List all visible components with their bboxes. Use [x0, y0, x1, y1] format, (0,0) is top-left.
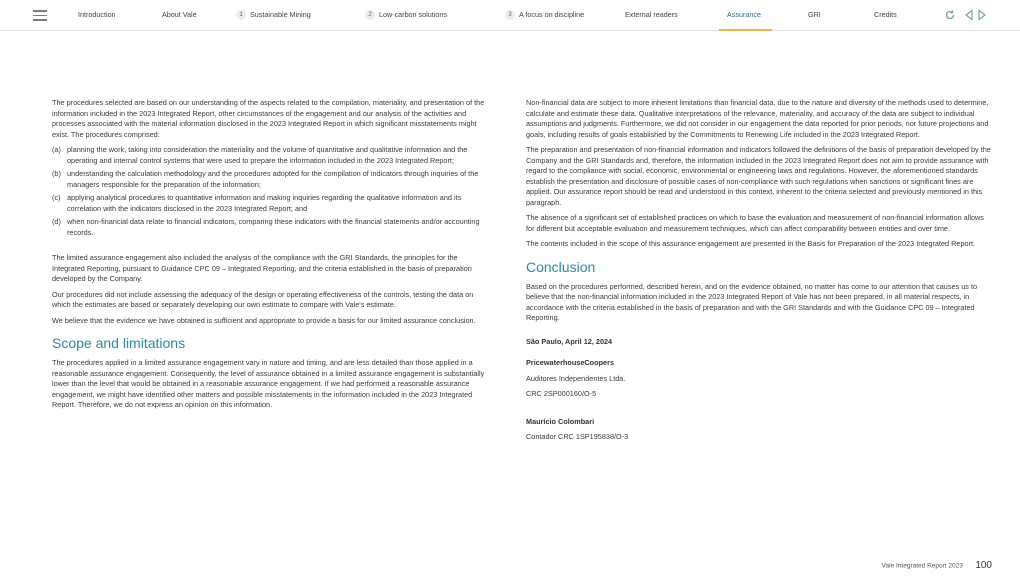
- evidence-paragraph: We believe that the evidence we have obtained is sufficient and appropriate to provide a basis for our limited assurance conclusion.: [52, 315, 476, 325]
- list-marker: (b): [52, 169, 61, 178]
- left-column: [52, 98, 488, 416]
- conclusion-paragraph: Based on the procedures performed, described herein, and on the evidence obtained, no matter has come to our attention that causes us to believe that the non-financial information included in the 2023 Integrated Report of Vale has not been prepared, in all material respects, in accordance with the criteria established in the basis of preparation and with the GRI Standards and with the Guidance CPC 09 – Integrated Reporting.: [526, 281, 978, 322]
- scope-paragraph: The procedures applied in a limited assurance engagement vary in nature and timing, and are less detailed than those applied in a reasonable assurance engagement. Consequently, the level of assurance obtained in a limited assurance engagement is substantially lower than the level that would be obtained in a reasonable assurance engagement. If we had performed a reasonable assurance engagement, we might have identified other matters and possible misstatements in the information included in the 2023 Integrated Report. Therefore, we do not express an opinion on this information.: [52, 358, 485, 409]
- list-item-text: when non-financial data relate to financial indicators, comparing these indicators with the financial statements and/or accounting records.: [67, 217, 480, 237]
- signer-name: Maurício Colombari: [526, 416, 595, 426]
- list-item: [52, 169, 488, 190]
- procedures-list: [52, 145, 488, 238]
- chapter-number-badge: 1: [236, 10, 246, 20]
- contents-paragraph: The contents included in the scope of this assurance engagement are presented in the Basis for Preparation of the 2023 Integrated Report.: [526, 239, 976, 248]
- list-item-text: applying analytical procedures to quantitative information and making inquiries regarding the qualitative information and its correlation with the indicators disclosed in the 2023 Integrated Report; and: [67, 193, 462, 213]
- scope-limitations-heading: Scope and limitations: [52, 335, 186, 351]
- right-column: [526, 98, 992, 448]
- nav-focus-on-discipline[interactable]: [505, 10, 584, 20]
- nav-assurance[interactable]: Assurance: [727, 10, 761, 19]
- nav-external-readers[interactable]: External readers: [625, 10, 678, 19]
- firm-name: PricewaterhouseCoopers: [526, 358, 614, 367]
- list-item: [52, 217, 488, 238]
- nav-about-vale[interactable]: About Vale: [162, 10, 197, 19]
- conclusion-heading: Conclusion: [526, 258, 596, 275]
- compliance-paragraph: The limited assurance engagement also included the analysis of the compliance with the GRI Standards, the principles for the Integrated Reporting, pursuant to Guidance CPC 09 – Integrated Reporting, and the criteria established in the basis of preparation developed by the Company.: [52, 253, 472, 283]
- limitations-paragraph: Non-financial data are subject to more inherent limitations than financial data, due to the nature and diversity of the methods used to determine, calculate and estimate these data. Qualitative interpretations of the relevance, materiality, and accuracy of the data are subject to individual assumptions and judgments. Furthermore, we did not consider in our engagement the data reported for prior periods, nor future projections and goals, including results of goals established by the Commitments to Renewing Life included in the 2023 Integrated Report.: [526, 98, 989, 139]
- list-item-text: understanding the calculation methodology and the procedures adopted for the compilation of indicators through inquiries of the managers responsible for the preparation of the information;: [67, 169, 479, 189]
- list-marker: (d): [52, 217, 61, 226]
- firm-crc-number: CRC 2SP000160/O-5: [526, 389, 597, 398]
- report-label: Vale Integrated Report 2023: [881, 562, 963, 570]
- chapter-number-badge: 3: [505, 10, 515, 20]
- page-footer: [882, 557, 992, 575]
- nav-low-carbon-solutions[interactable]: [365, 10, 447, 20]
- prev-page-icon[interactable]: [964, 9, 974, 21]
- nav-label: Sustainable Mining: [250, 10, 311, 19]
- firm-legal-name: Auditores Independentes Ltda.: [526, 373, 626, 383]
- nav-credits[interactable]: Credits: [874, 10, 897, 19]
- refresh-icon[interactable]: [944, 9, 956, 21]
- signature-date: São Paulo, April 12, 2024: [526, 336, 613, 346]
- active-tab-indicator: [719, 29, 772, 31]
- nav-label: A focus on discipline: [519, 10, 585, 19]
- list-item: [52, 145, 488, 166]
- nav-sustainable-mining[interactable]: [236, 10, 311, 20]
- next-page-icon[interactable]: [977, 9, 987, 21]
- chapter-number-badge: 2: [365, 10, 375, 20]
- comparability-paragraph: The absence of a significant set of established practices on which to base the evaluation and measurement of non-financial information allows for different but acceptable evaluation and measurement techniques, which can affect comparability between entities and over time.: [526, 213, 984, 233]
- page-number: 100: [975, 560, 992, 572]
- list-item: [52, 193, 488, 214]
- top-navigation: [0, 0, 1020, 31]
- list-item-text: planning the work, taking into consideration the materiality and the volume of quantitative and qualitative information and the operating and internal control systems that were used to prepare the information included in the 2023 Integrated Report;: [67, 145, 468, 165]
- nav-label: Low-carbon solutions: [379, 10, 447, 19]
- controls-paragraph: Our procedures did not include assessing the adequacy of the design or operating effectiveness of the controls, testing the data on which the estimates are based or separately developing our own estimate to compare with Vale's estimate.: [52, 289, 474, 309]
- nav-introduction[interactable]: Introduction: [78, 10, 116, 19]
- preparation-paragraph: The preparation and presentation of non-financial information and indicators followed the definitions of the basis of preparation developed by the Company and the GRI Standards and, therefore, the information included in the 2023 Integrated Report does not aim to provide assurance with regard to the compliance with social, economic, environmental or engineering laws and regulations. However, the aforementioned standards establish the presentation and disclosure of possible cases of non-compliance with such regulations when sanctions or significant fines are applied. Our assurance report should be read and understood in this context, inherent to the criteria selected and previously mentioned in this paragraph.: [526, 145, 991, 207]
- list-marker: (c): [52, 193, 61, 202]
- list-marker: (a): [52, 145, 61, 154]
- signer-crc-number: Contador CRC 1SP195838/O-3: [526, 432, 629, 441]
- menu-icon[interactable]: [33, 10, 47, 21]
- procedures-paragraph: The procedures selected are based on our understanding of the aspects related to the compilation, materiality, and presentation of the information included in the 2023 Integrated Report, other circumstances of the engagement and our analysis of the activities and processes associated with the material information disclosed in the 2023 Integrated Report in which significant misstatements might exist. The procedures comprised:: [52, 98, 485, 139]
- nav-gri[interactable]: GRI: [808, 10, 821, 19]
